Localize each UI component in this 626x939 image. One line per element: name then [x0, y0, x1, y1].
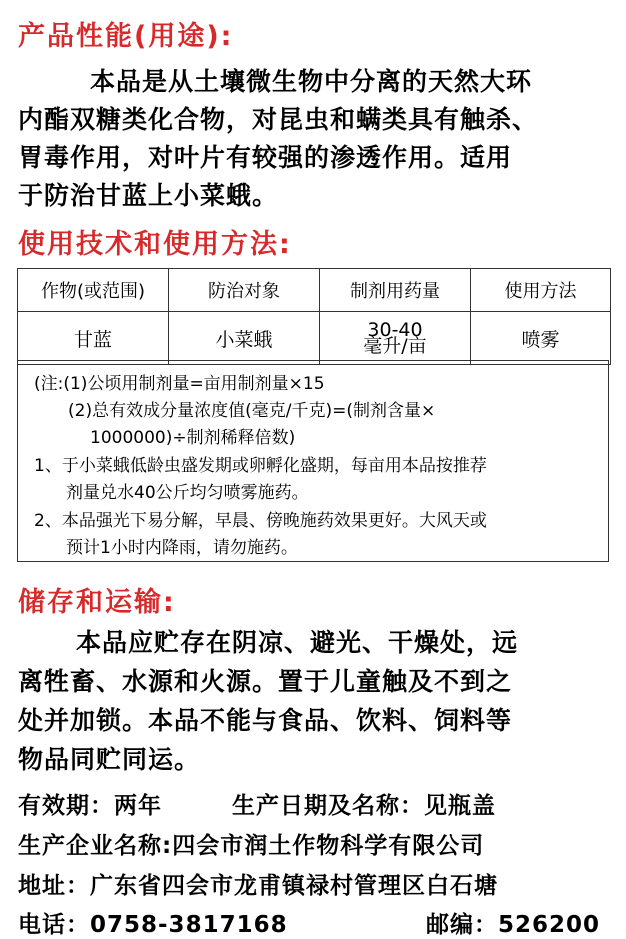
address: 地址：广东省四会市龙甫镇禄村管理区白石塘 — [18, 873, 498, 899]
storage-line-4: 物品同贮同运。 — [18, 745, 201, 774]
usage-table-row — [18, 312, 611, 365]
cell-method: 喷雾 — [471, 312, 611, 365]
dose-value: 30-40 — [367, 319, 423, 341]
header-crop: 作物(或范围) — [18, 269, 169, 312]
cell-target: 小菜蛾 — [169, 312, 320, 365]
postcode: 邮编：526200 — [426, 912, 601, 938]
dose-unit: 毫升/亩 — [363, 335, 427, 357]
storage-line-1: 本品应贮存在阴凉、避光、干燥处，远 — [76, 628, 519, 657]
performance-line-1: 本品是从土壤微生物中分离的天然大环 — [90, 67, 533, 96]
production-date: 生产日期及名称：见瓶盖 — [232, 793, 496, 819]
note-line-4: 1、于小菜蛾低龄虫盛发期或卵孵化盛期，每亩用本品按推荐 — [34, 456, 487, 476]
cell-crop: 甘蓝 — [18, 312, 169, 365]
note-line-2: (2)总有效成分量浓度值(毫克/千克)=(制剂含量× — [68, 401, 436, 421]
storage-heading: 储存和运输: — [18, 587, 176, 618]
performance-line-4: 于防治甘蓝上小菜蛾。 — [18, 181, 279, 210]
phone: 电话：0758-3817168 — [18, 912, 288, 938]
usage-heading: 使用技术和使用方法: — [18, 229, 292, 260]
cell-dose — [320, 312, 471, 365]
note-line-1: (注:(1)公顷用制剂量=亩用制剂量×15 — [34, 374, 325, 394]
notes-box — [17, 360, 609, 562]
note-line-6: 2、本品强光下易分解，早晨、傍晚施药效果更好。大风天或 — [34, 511, 487, 531]
note-line-5: 剂量兑水40公斤均匀喷雾施药。 — [66, 483, 309, 503]
header-dose: 制剂用药量 — [320, 269, 471, 312]
validity: 有效期：两年 — [18, 793, 162, 819]
storage-line-3: 处并加锁。本品不能与食品、饮料、饲料等 — [18, 706, 513, 735]
performance-line-3: 胃毒作用，对叶片有较强的渗透作用。适用 — [18, 143, 513, 172]
header-method: 使用方法 — [471, 269, 611, 312]
usage-table — [17, 268, 611, 365]
header-target: 防治对象 — [169, 269, 320, 312]
performance-heading: 产品性能(用途): — [18, 21, 234, 52]
performance-line-2: 内酯双糖类化合物，对昆虫和螨类具有触杀、 — [18, 105, 539, 134]
company-name: 生产企业名称:四会市润土作物科学有限公司 — [18, 833, 485, 859]
storage-line-2: 离牲畜、水源和火源。置于儿童触及不到之 — [18, 667, 513, 696]
note-line-3: 1000000)÷制剂稀释倍数) — [90, 428, 296, 448]
note-line-7: 预计1小时内降雨，请勿施药。 — [66, 538, 298, 558]
usage-table-header-row — [18, 269, 611, 312]
